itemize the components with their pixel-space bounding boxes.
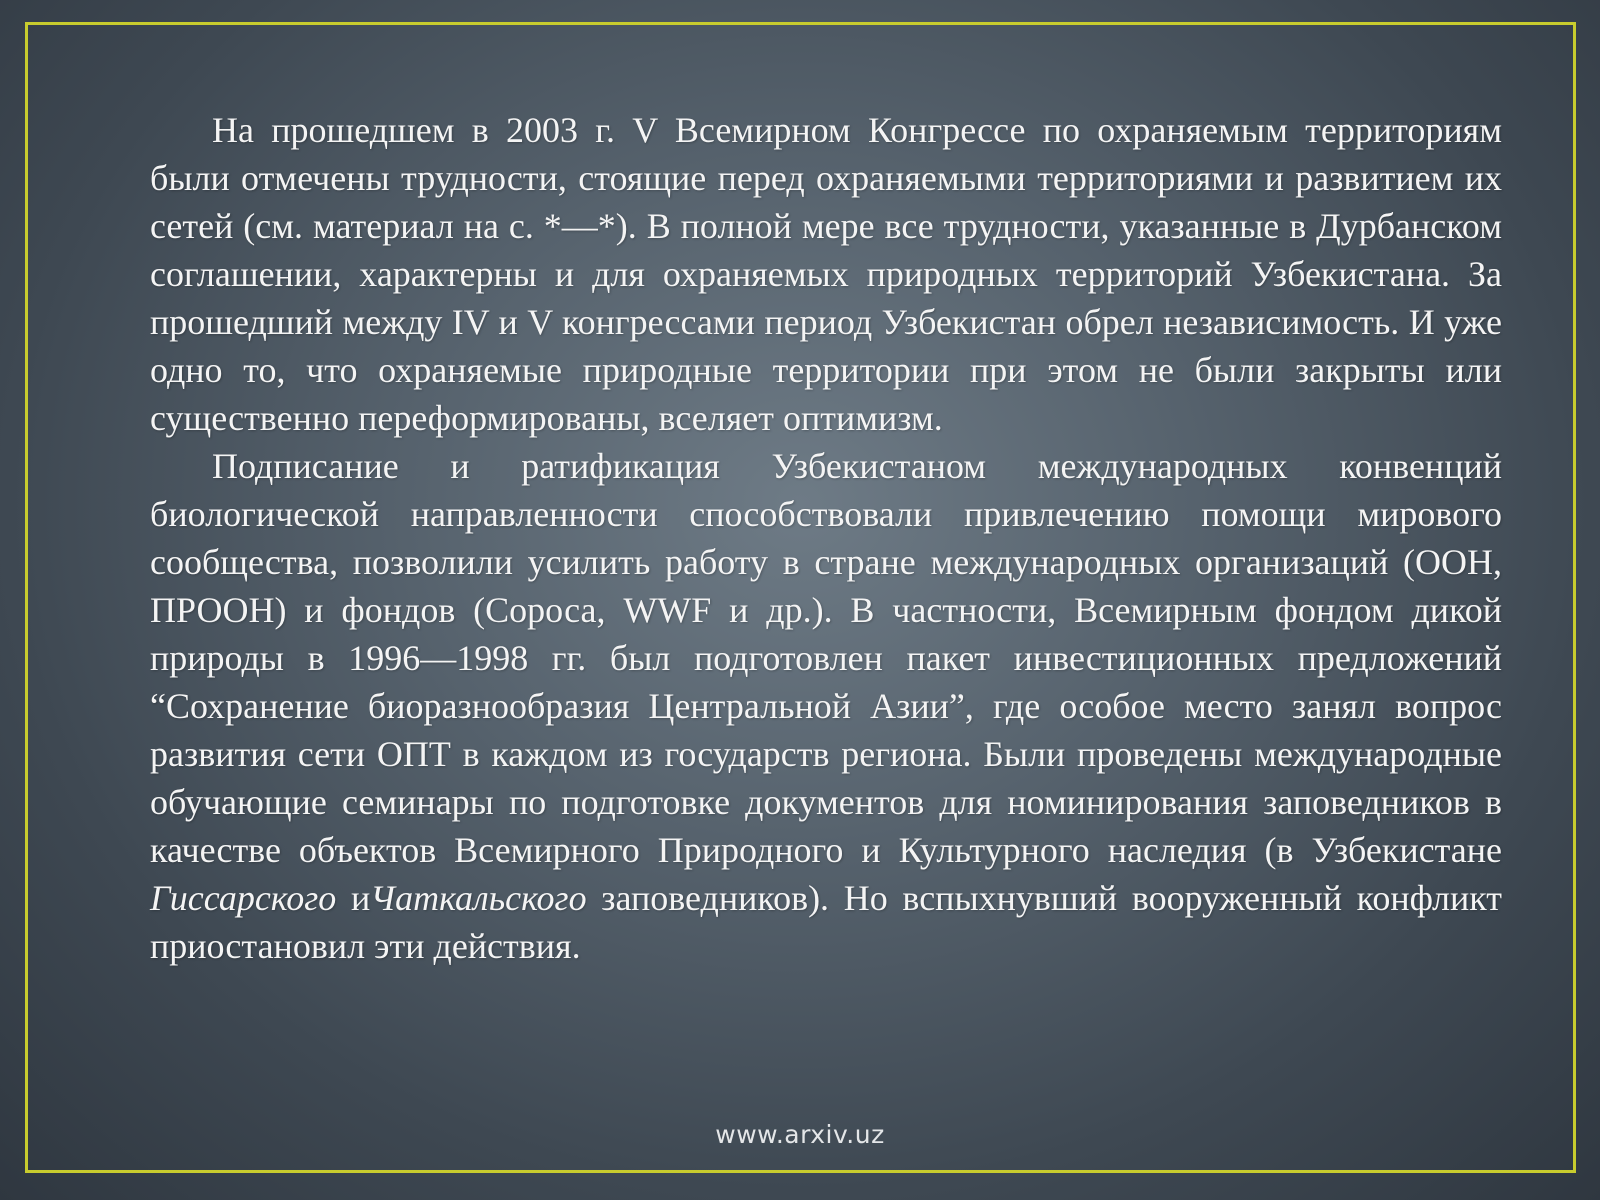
paragraph-2-start: Подписание и ратификация Узбекистаном международных конвенций биологической направленности способствовали привлечению помощи мирового сообщества, позволили усилить работу в стране международных организаций (ООН, ПРООН) и фондов (Сороса, WWF и др.). В частности, Всемирным фондом дикой природы в 1996—1998 гг. был подготовлен пакет инвестиционных предложений “Сохранение биоразнообразия Центральной Азии”, где особое место занял вопрос развития сети ОПТ в каждом из государств региона. Были проведены международные обучающие семинары по подготовке документов для номинирования заповедников в качестве объектов Всемирного Природного и Культурного наследия (в Узбекистане [150, 446, 1502, 870]
paragraph-2 [150, 442, 1502, 970]
chatkal-reserve-name: Чаткальского [370, 878, 587, 918]
paragraph-2-end: заповедников). Но вспыхнувший вооруженный конфликт приостановил эти действия. [150, 878, 1503, 966]
connector-text: и [336, 878, 371, 918]
slide-body [150, 106, 1502, 970]
hissar-reserve-name: Гиссарского [150, 878, 337, 918]
footer-url: www.arxiv.uz [715, 1120, 885, 1149]
paragraph-1: На прошедшем в 2003 г. V Всемирном Конгрессе по охраняемым территориям были отмечены трудности, стоящие перед охраняемыми территориями и развитием их сетей (см. материал на с. *—*). В полной мере все трудности, указанные в Дурбанском соглашении, характерны и для охраняемых природных территорий Узбекистана. За прошедший между IV и V конгрессами период Узбекистан обрел независимость. И уже одно то, что охраняемые природные территории при этом не были закрыты или существенно переформированы, вселяет оптимизм. [150, 110, 1502, 438]
